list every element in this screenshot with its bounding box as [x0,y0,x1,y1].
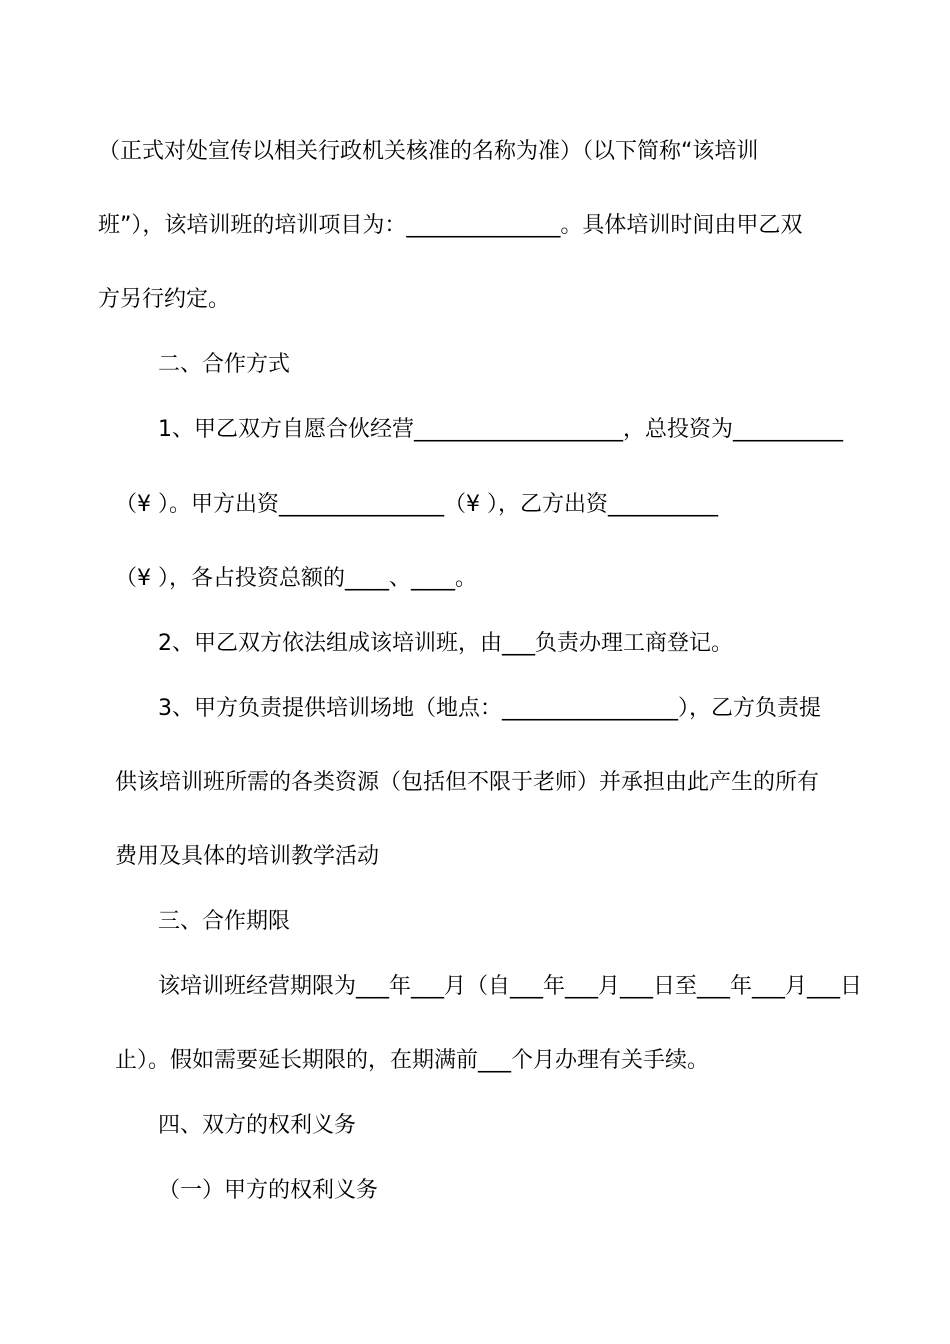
text-line-1: （正式对处宣传以相关行政机关核准的名称为准）（以下简称“该培训 [98,139,759,164]
text-line-7: （¥ ），各占投资总额的____、____。 [115,566,477,591]
section-heading-2: 二、合作方式 [158,352,291,377]
text-line-5: 1、甲乙双方自愿合伙经营___________________，总投资为__________ [158,417,843,442]
text-line-10: 供该培训班所需的各类资源（包括但不限于老师）并承担由此产生的所有 [115,770,820,795]
section-heading-4: 四、双方的权利义务 [158,1113,357,1138]
text-line-2: 班”），该培训班的培训项目为：______________。具体培训时间由甲乙双 [98,213,803,238]
text-line-13: 该培训班经营期限为___年___月（自___年___月___日至___年___月___日 [158,974,863,999]
text-line-6: （¥ ）。甲方出资_______________（¥ ），乙方出资__________ [115,492,718,517]
text-line-11: 费用及具体的培训教学活动 [115,844,380,869]
text-line-3: 方另行约定。 [98,287,231,312]
text-line-14: 止）。假如需要延长期限的，在期满前___个月办理有关手续。 [115,1048,710,1073]
subsection-heading-4-1: （一）甲方的权利义务 [158,1178,379,1203]
text-line-8: 2、甲乙双方依法组成该培训班，由___负责办理工商登记。 [158,631,733,656]
text-line-9: 3、甲方负责提供培训场地（地点：________________），乙方负责提 [158,696,821,721]
section-heading-3: 三、合作期限 [158,909,291,934]
